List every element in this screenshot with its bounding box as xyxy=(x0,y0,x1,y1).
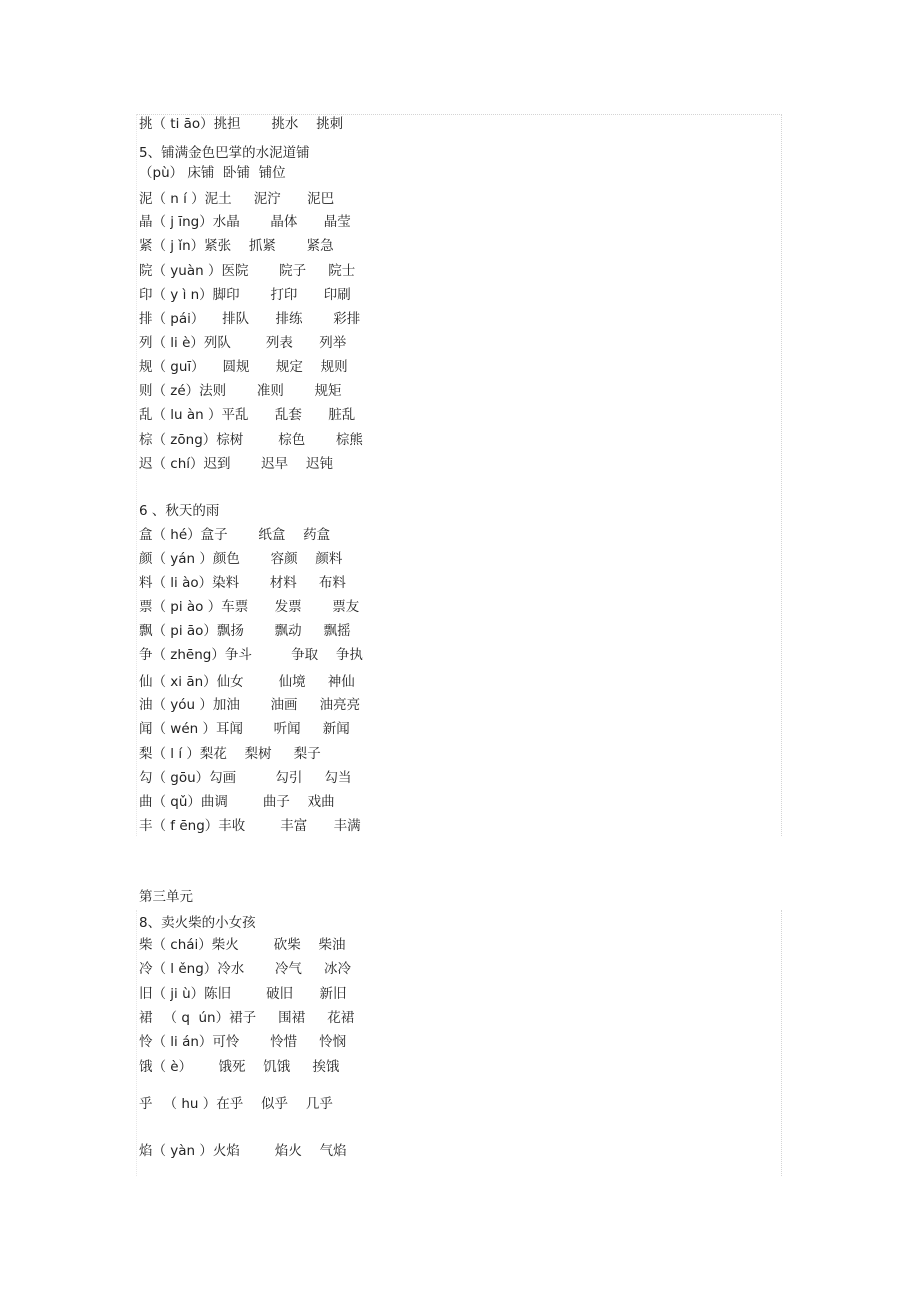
vocab-line: 冷（ l ěng）冷水 冷气 冰冷 xyxy=(139,961,352,977)
vocab-line: 挑（ ti āo）挑担 挑水 挑刺 xyxy=(139,116,344,132)
vocab-line: 柴（ chái）柴火 砍柴 柴油 xyxy=(139,937,346,953)
vocab-line: 院（ yuàn ）医院 院子 院士 xyxy=(139,263,356,279)
vocab-line: 乎 （ hu ）在乎 似乎 几乎 xyxy=(139,1096,333,1112)
vocab-line: 迟（ chí）迟到 迟早 迟钝 xyxy=(139,456,333,472)
vocab-line: 裙 （ q ún）裙子 围裙 花裙 xyxy=(139,1010,355,1026)
vocab-line: 饿（ è） 饿死 饥饿 挨饿 xyxy=(139,1059,340,1075)
section-frame-right-2 xyxy=(781,910,782,1176)
vocab-line: 梨（ l í ）梨花 梨树 梨子 xyxy=(139,746,321,762)
unit-title: 第三单元 xyxy=(139,889,193,905)
section-frame-right xyxy=(781,114,782,836)
vocab-line: 争（ zhēng）争斗 争取 争执 xyxy=(139,647,363,663)
vocab-line: 曲（ qǔ）曲调 曲子 戏曲 xyxy=(139,794,335,810)
vocab-line: 规（ guī） 圆规 规定 规则 xyxy=(139,359,348,375)
vocab-line: 紧（ j ǐn）紧张 抓紧 紧急 xyxy=(139,238,334,254)
vocab-line: 勾（ gōu）勾画 勾引 勾当 xyxy=(139,770,352,786)
vocab-line: 颜（ yán ）颜色 容颜 颜料 xyxy=(139,551,343,567)
vocab-line: 飘（ pi āo）飘扬 飘动 飘摇 xyxy=(139,623,351,639)
vocab-line: 晶（ j īng）水晶 晶体 晶莹 xyxy=(139,214,351,230)
lesson-title: 5、铺满金色巴掌的水泥道铺 xyxy=(139,145,310,161)
vocab-line: 列（ li è）列队 列表 列举 xyxy=(139,335,347,351)
vocab-line: （pù） 床铺 卧铺 铺位 xyxy=(139,165,286,181)
vocab-line: 闻（ wén ）耳闻 听闻 新闻 xyxy=(139,721,350,737)
vocab-line: 排（ pái） 排队 排练 彩排 xyxy=(139,311,361,327)
vocab-line: 焰（ yàn ）火焰 焰火 气焰 xyxy=(139,1143,347,1159)
lesson-title: 8、卖火柴的小女孩 xyxy=(139,915,256,931)
lesson-title: 6 、秋天的雨 xyxy=(139,503,220,519)
vocab-line: 油（ yóu ）加油 油画 油亮亮 xyxy=(139,697,361,713)
vocab-line: 票（ pi ào ）车票 发票 票友 xyxy=(139,599,360,615)
vocab-line: 泥（ n í ）泥土 泥泞 泥巴 xyxy=(139,191,335,207)
section-frame-left-2 xyxy=(136,910,137,1176)
vocab-line: 怜（ li án）可怜 怜惜 怜悯 xyxy=(139,1034,347,1050)
vocab-line: 旧（ ji ù）陈旧 破旧 新旧 xyxy=(139,986,347,1002)
vocab-line: 印（ y ì n）脚印 打印 印刷 xyxy=(139,287,351,303)
vocab-line: 料（ li ào）染料 材料 布料 xyxy=(139,575,346,591)
vocab-line: 乱（ lu àn ）平乱 乱套 脏乱 xyxy=(139,407,356,423)
vocab-line: 盒（ hé）盒子 纸盒 药盒 xyxy=(139,527,331,543)
vocab-line: 棕（ zōng）棕树 棕色 棕熊 xyxy=(139,432,363,448)
vocab-line: 仙（ xi ān）仙女 仙境 神仙 xyxy=(139,674,355,690)
vocab-line: 则（ zé）法则 准则 规矩 xyxy=(139,383,342,399)
vocab-line: 丰（ f ēng）丰收 丰富 丰满 xyxy=(139,818,361,834)
section-frame-left xyxy=(136,114,137,836)
